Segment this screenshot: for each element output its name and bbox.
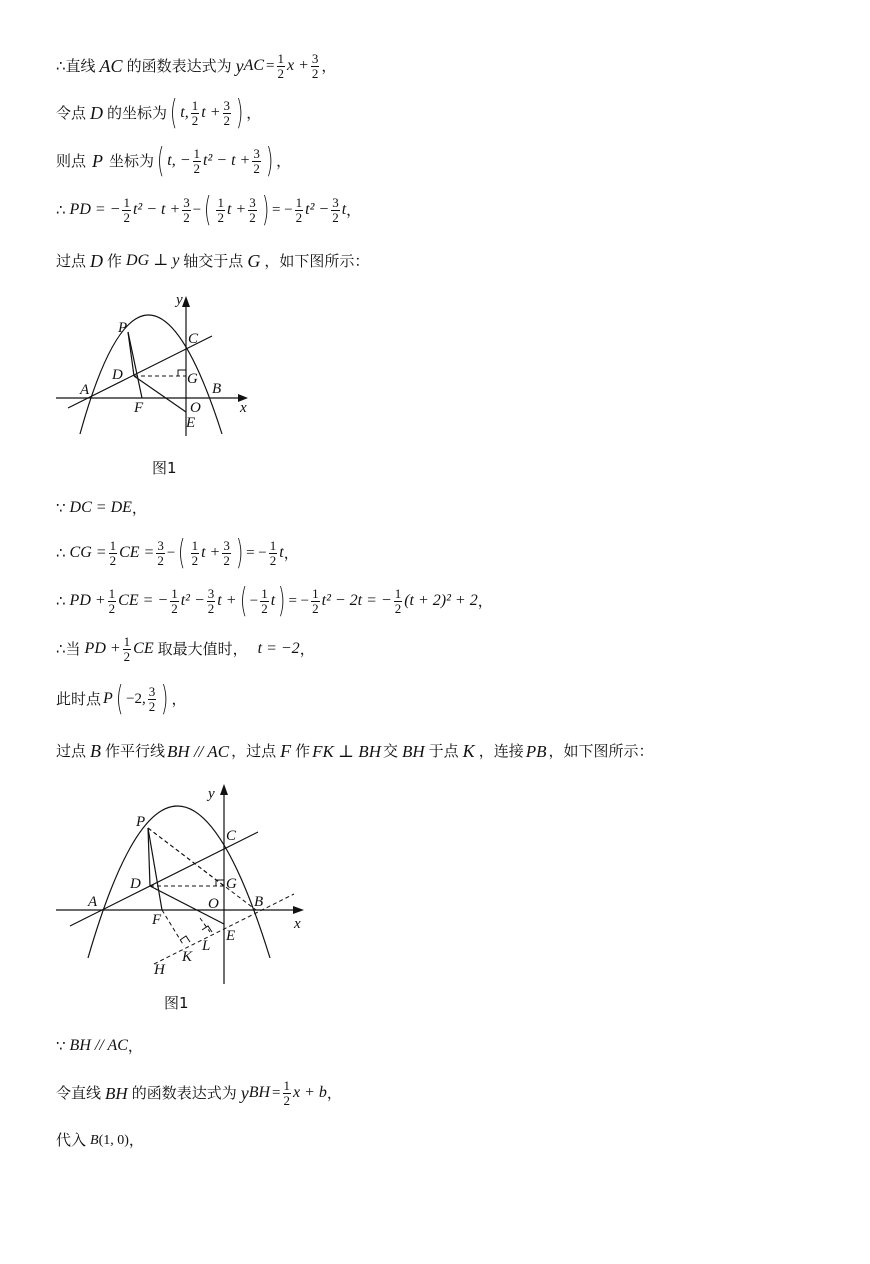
text: 过点 <box>56 741 87 760</box>
label-x: x <box>240 400 247 416</box>
fraction: $\frac{1}{2}$ <box>191 538 199 568</box>
math: − <box>249 592 259 609</box>
text: 坐标为 <box>109 151 155 170</box>
fraction: $\frac{3}{2}$ <box>249 195 256 225</box>
fraction: $\frac{1}{2}$ <box>394 586 402 616</box>
paren-close: ) <box>235 533 244 573</box>
math-sub: BH <box>248 1084 271 1102</box>
fraction: $\frac{1}{2}$ <box>269 538 277 568</box>
parabola <box>88 806 270 958</box>
text: ∴直线 <box>56 56 96 75</box>
math: x + b <box>293 1084 327 1102</box>
math: DG ⊥ y <box>126 252 180 269</box>
fraction: $\frac{3}{2}$ <box>311 51 319 81</box>
math: PD + <box>69 592 106 610</box>
text: ∴ <box>56 543 66 562</box>
text: ， <box>283 543 299 562</box>
paren-open: ( <box>170 93 178 133</box>
segment-pf <box>148 828 162 910</box>
text: ，如下图所示： <box>264 251 370 270</box>
label-c: C <box>226 828 237 844</box>
y-axis-arrow-icon <box>182 296 190 307</box>
math: t² − <box>180 592 205 610</box>
text: 取最大值时， <box>157 639 248 658</box>
math: CE = <box>119 544 155 562</box>
figure-1-caption: 图1 <box>152 459 177 477</box>
math: PB <box>525 741 547 761</box>
math: D <box>90 103 104 124</box>
label-c: C <box>188 331 199 347</box>
segment-pf <box>128 332 142 398</box>
text: ， <box>127 1036 143 1055</box>
text-line-3 <box>56 141 292 181</box>
segment-pb <box>148 828 256 910</box>
text: 代入 <box>56 1131 87 1149</box>
text-line-2 <box>56 93 262 133</box>
text: ∴ <box>56 591 66 610</box>
right-angle-mark <box>178 370 186 376</box>
math: = − <box>288 592 310 609</box>
text: 轴交于点 <box>183 251 244 270</box>
label-d: D <box>112 367 123 383</box>
fraction: $\frac{1}{2}$ <box>193 146 201 176</box>
math: (t + 2)² + 2 <box>404 592 478 610</box>
fraction: $\frac{3}{2}$ <box>183 195 190 225</box>
paren-close: ) <box>161 679 169 719</box>
math: (1, 0) <box>98 1132 129 1148</box>
label-f: F <box>134 400 144 416</box>
text: 此时点 <box>56 689 102 708</box>
label-o: O <box>190 400 201 416</box>
y-axis-arrow-icon <box>220 784 228 795</box>
math: − <box>166 544 176 561</box>
fraction: $\frac{1}{2}$ <box>108 586 116 616</box>
fraction: $\frac{1}{2}$ <box>191 98 199 128</box>
text-line-13 <box>56 1079 342 1107</box>
math: t <box>270 592 276 610</box>
text: ， <box>131 498 147 517</box>
math: −2, <box>126 690 146 707</box>
text: ， <box>128 1131 144 1149</box>
fraction: $\frac{3}{2}$ <box>253 146 260 176</box>
text: ∵ <box>56 1036 66 1055</box>
text-line-11 <box>56 742 654 760</box>
fraction: $\frac{3}{2}$ <box>148 684 156 714</box>
label-l: L <box>202 938 211 954</box>
text: ∵ <box>56 498 66 517</box>
text: ，连接 <box>478 741 524 760</box>
text: 作 <box>295 741 311 760</box>
fraction: $\frac{3}{2}$ <box>223 538 230 568</box>
label-p: P <box>136 814 146 830</box>
math: K <box>462 741 475 761</box>
fraction: $\frac{3}{2}$ <box>157 538 164 568</box>
text-line-14 <box>56 1133 144 1148</box>
label-x: x <box>294 916 301 932</box>
paren-open: ( <box>239 581 247 621</box>
math: PD = − <box>69 201 121 219</box>
math: t + <box>226 201 247 219</box>
text-line-8 <box>56 581 493 621</box>
fraction: $\frac{1}{2}$ <box>109 538 117 568</box>
text: 令点 <box>56 103 87 122</box>
paren-open: ( <box>157 141 165 181</box>
text: ， <box>346 200 362 219</box>
label-f: F <box>152 912 162 928</box>
label-a: A <box>88 894 98 910</box>
text: ，如下图所示： <box>548 741 654 760</box>
text-line-9 <box>56 635 315 663</box>
math: BH // AC <box>167 741 230 761</box>
math: PD + <box>84 640 121 658</box>
label-h: H <box>154 962 165 978</box>
math: = <box>272 1084 281 1101</box>
label-b: B <box>254 894 264 910</box>
math: t + <box>201 544 221 562</box>
fraction: $\frac{1}{2}$ <box>312 586 319 616</box>
math: BH <box>105 1083 128 1103</box>
math: t, − <box>167 152 191 170</box>
label-e: E <box>226 928 236 944</box>
text: 的坐标为 <box>107 103 168 122</box>
segment-fk <box>162 910 184 946</box>
text: 作 <box>107 251 123 270</box>
math-sub: AC <box>243 57 265 75</box>
math: = − <box>246 544 267 561</box>
fraction: $\frac{3}{2}$ <box>332 195 339 225</box>
text-line-1 <box>56 52 336 80</box>
text-line-12 <box>56 1038 143 1054</box>
math: F <box>280 741 292 761</box>
figure-1 <box>50 288 260 448</box>
fraction: $\frac{1}{2}$ <box>123 195 130 225</box>
math: y <box>235 56 244 77</box>
math: D <box>90 251 104 271</box>
math: t² − t + <box>132 201 181 219</box>
text: 的函数表达式为 <box>126 56 232 75</box>
math: t = −2 <box>257 640 300 658</box>
math: B <box>90 741 102 761</box>
text-line-7 <box>56 533 299 573</box>
x-axis-arrow-icon <box>293 906 304 914</box>
math: t, <box>180 104 189 122</box>
label-o: O <box>208 896 219 912</box>
text: 令直线 <box>56 1083 102 1102</box>
math: CE <box>133 640 154 658</box>
text: ， <box>276 151 292 170</box>
label-y: y <box>176 292 183 308</box>
text: 过点 <box>56 251 87 270</box>
fraction: $\frac{1}{2}$ <box>283 1078 290 1108</box>
math: B <box>90 1132 99 1148</box>
label-d: D <box>130 876 141 892</box>
text: ， <box>246 103 262 122</box>
math: t² − t + <box>203 152 251 170</box>
text: 于点 <box>428 741 459 760</box>
math: BH <box>401 741 425 761</box>
fraction: $\frac{3}{2}$ <box>207 586 215 616</box>
fraction: $\frac{1}{2}$ <box>295 195 303 225</box>
math: t <box>279 544 284 562</box>
text: 交 <box>382 741 398 760</box>
text-line-5 <box>56 252 369 270</box>
right-angle-mark-l <box>202 926 212 932</box>
paren-open: ( <box>178 533 186 573</box>
text-line-6 <box>56 500 147 516</box>
label-a: A <box>80 382 90 398</box>
math: P <box>92 151 104 172</box>
text: 作平行线 <box>105 741 166 760</box>
paren-open: ( <box>204 190 212 230</box>
segment-el <box>200 918 210 932</box>
math: y <box>240 1083 249 1104</box>
math: t² − 2t = − <box>321 592 392 610</box>
math: t² − <box>305 201 330 219</box>
math: − <box>192 201 202 218</box>
label-g: G <box>187 371 198 387</box>
paren-close: ) <box>235 93 244 133</box>
text-line-10 <box>56 679 187 719</box>
math: t + <box>217 592 237 610</box>
fraction: $\frac{3}{2}$ <box>223 98 230 128</box>
figure-2-caption: 图1 <box>164 994 189 1012</box>
text-line-4 <box>56 190 362 230</box>
label-b: B <box>212 381 222 397</box>
parabola <box>80 315 222 434</box>
label-k: K <box>182 949 193 965</box>
text: ， <box>321 56 337 75</box>
text: ，过点 <box>231 741 277 760</box>
text: ∴当 <box>56 639 81 658</box>
fraction: $\frac{1}{2}$ <box>171 586 178 616</box>
text: 则点 <box>56 151 87 170</box>
math: BH // AC <box>69 1037 128 1054</box>
figure-2 <box>50 778 310 988</box>
math: = <box>266 57 275 74</box>
fraction: $\frac{1}{2}$ <box>261 586 268 616</box>
text: ， <box>171 689 187 708</box>
paren-open: ( <box>115 679 124 719</box>
math: CE = − <box>118 592 169 610</box>
math: G <box>247 251 261 271</box>
text: ∴ <box>56 200 66 219</box>
math: DC = DE <box>69 499 132 516</box>
text: ， <box>477 591 493 610</box>
paren-close: ) <box>278 581 286 621</box>
math: CG = <box>69 544 107 562</box>
math: x + <box>287 57 309 75</box>
math: FK ⊥ BH <box>312 741 381 761</box>
text: 的函数表达式为 <box>131 1083 237 1102</box>
text: ， <box>326 1083 342 1102</box>
label-g: G <box>226 876 237 892</box>
paren-close: ) <box>265 141 274 181</box>
paren-close: ) <box>261 190 270 230</box>
label-p: P <box>118 320 128 336</box>
fraction: $\frac{1}{2}$ <box>277 51 284 81</box>
math: = − <box>272 201 293 218</box>
math: P <box>103 690 113 708</box>
fraction: $\frac{1}{2}$ <box>123 634 131 664</box>
math: t + <box>201 104 221 122</box>
label-y: y <box>208 786 215 802</box>
fraction: $\frac{1}{2}$ <box>217 195 224 225</box>
math: t <box>341 201 347 219</box>
label-e: E <box>186 415 196 431</box>
math: AC <box>99 56 123 77</box>
text: ， <box>299 639 315 658</box>
